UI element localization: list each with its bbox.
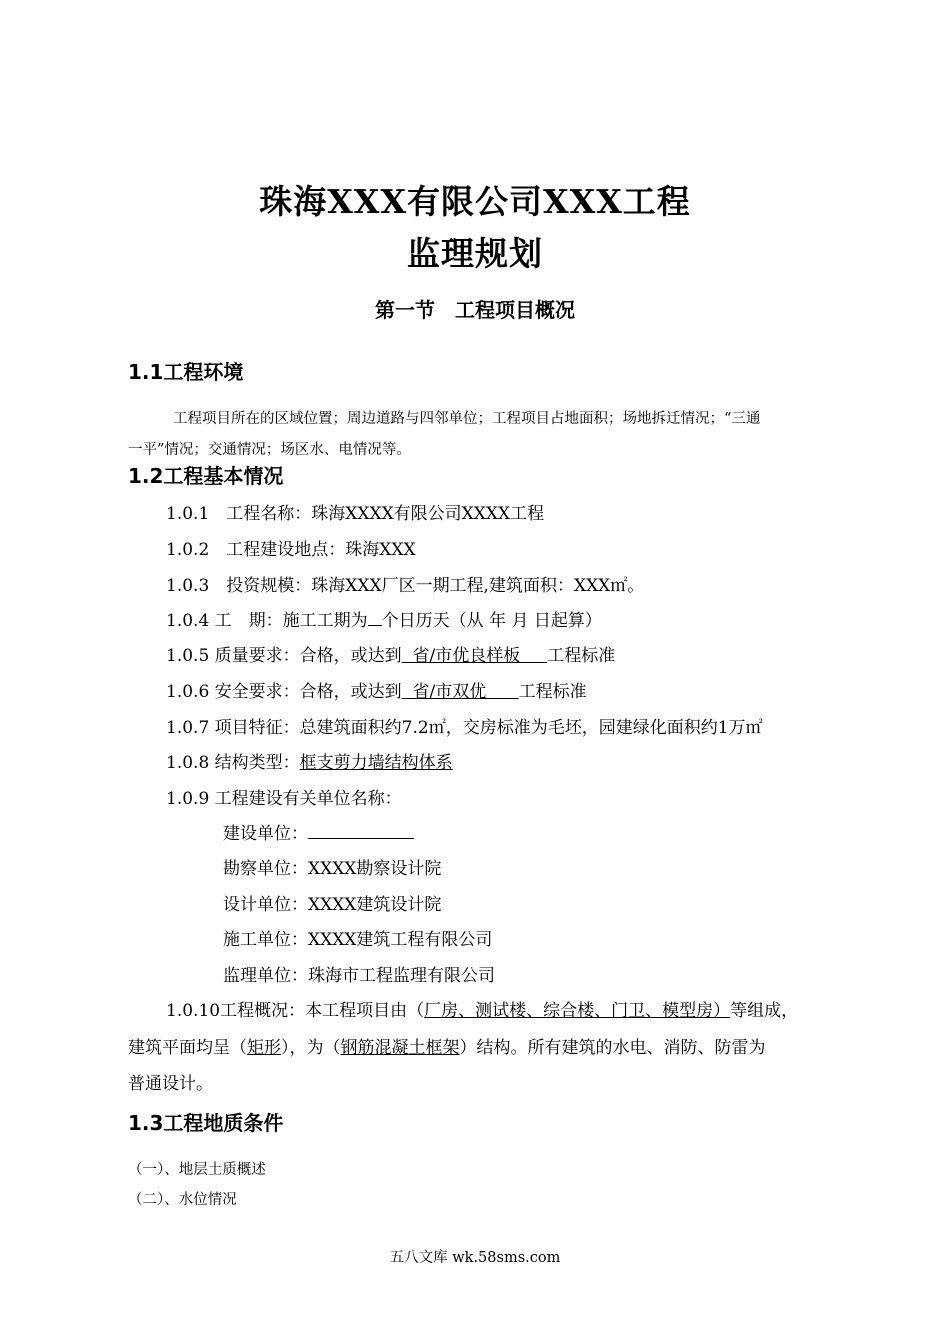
unit-build bbox=[223, 819, 414, 844]
document-subtitle: 监理规划 bbox=[407, 234, 543, 273]
unit-survey: 勘察单位：XXXX勘察设计院 bbox=[223, 859, 442, 879]
item-project-features: 1.0.7 项目特征：总建筑面积约7.2㎡，交房标准为毛坯，园建绿化面积约1万㎡ bbox=[166, 718, 763, 738]
environment-paragraph-line1: 工程项目所在的区域位置；周边道路与四邻单位；工程项目占地面积；场地拆迁情况；“三通 bbox=[173, 411, 761, 427]
item-structure-type bbox=[166, 748, 453, 773]
heading-1-1: 1.1工程环境 bbox=[128, 360, 244, 384]
item-duration bbox=[166, 606, 602, 631]
overview-label: 1.0.10工程概况：本工程项目由（ bbox=[166, 1001, 425, 1021]
unit-construct: 施工单位：XXXX建筑工程有限公司 bbox=[223, 930, 493, 950]
page-footer: 五八文库 wk.58sms.com bbox=[389, 1250, 561, 1266]
item-overview-line1 bbox=[166, 996, 798, 1021]
item-overview-line2 bbox=[128, 1033, 766, 1058]
item-duration-label: 1.0.4 工 期：施工工期为 bbox=[166, 611, 368, 631]
heading-1-2: 1.2工程基本情况 bbox=[128, 464, 284, 488]
unit-build-label: 建设单位： bbox=[223, 824, 308, 844]
unit-design: 设计单位：XXXX建筑设计院 bbox=[223, 895, 442, 915]
overview-systems: ）结构。所有建筑的水电、消防、防雷为 bbox=[459, 1038, 766, 1058]
duration-blank bbox=[368, 609, 382, 626]
item-safety bbox=[166, 677, 587, 702]
overview-structure-label: ），为（ bbox=[281, 1038, 341, 1058]
section-title: 第一节 工程项目概况 bbox=[375, 298, 575, 322]
item-quality-label: 1.0.5 质量要求：合格，或达到 bbox=[166, 646, 402, 666]
unit-build-blank bbox=[308, 822, 414, 839]
item-project-location: 1.0.2 工程建设地点：珠海XXX bbox=[166, 540, 416, 560]
overview-plan-shape: 矩形 bbox=[247, 1038, 281, 1058]
item-investment-scale: 1.0.3 投资规模：珠海XXX厂区一期工程,建筑面积：XXX㎡。 bbox=[166, 576, 645, 596]
item-structure-value: 框支剪力墙结构体系 bbox=[299, 753, 453, 773]
overview-buildings: 厂房、测试楼、综合楼、门卫、模型房） bbox=[424, 1001, 731, 1021]
geology-sub-2: （二）、水位情况 bbox=[128, 1192, 237, 1208]
item-related-units: 1.0.9 工程建设有关单位名称： bbox=[166, 789, 402, 809]
item-safety-value: 省/市双优 bbox=[401, 682, 519, 702]
overview-composed: 等组成， bbox=[730, 1001, 799, 1021]
environment-paragraph-line2: 一平”情况；交通情况；场区水、电情况等。 bbox=[128, 442, 411, 458]
item-overview-line3: 普通设计。 bbox=[128, 1074, 213, 1094]
document-title: 珠海XXX有限公司XXX工程 bbox=[259, 182, 691, 221]
unit-supervise: 监理单位：珠海市工程监理有限公司 bbox=[223, 966, 495, 986]
item-quality-suffix: 工程标准 bbox=[547, 646, 616, 666]
item-safety-suffix: 工程标准 bbox=[518, 682, 587, 702]
item-project-name: 1.0.1 工程名称：珠海XXXX有限公司XXXX工程 bbox=[166, 504, 545, 524]
geology-sub-1: （一）、地层土质概述 bbox=[128, 1162, 266, 1178]
item-safety-label: 1.0.6 安全要求：合格，或达到 bbox=[166, 682, 402, 702]
overview-structure-type: 钢筋混凝土框架 bbox=[340, 1038, 460, 1058]
overview-plan-label: 建筑平面均呈（ bbox=[128, 1038, 247, 1058]
item-quality bbox=[166, 641, 615, 666]
item-duration-rest: 个日历天（从 年 月 日起算） bbox=[381, 611, 602, 631]
heading-1-3: 1.3工程地质条件 bbox=[128, 1111, 284, 1135]
item-structure-label: 1.0.8 结构类型： bbox=[166, 753, 300, 773]
item-quality-value: 省/市优良样板 bbox=[401, 646, 548, 666]
